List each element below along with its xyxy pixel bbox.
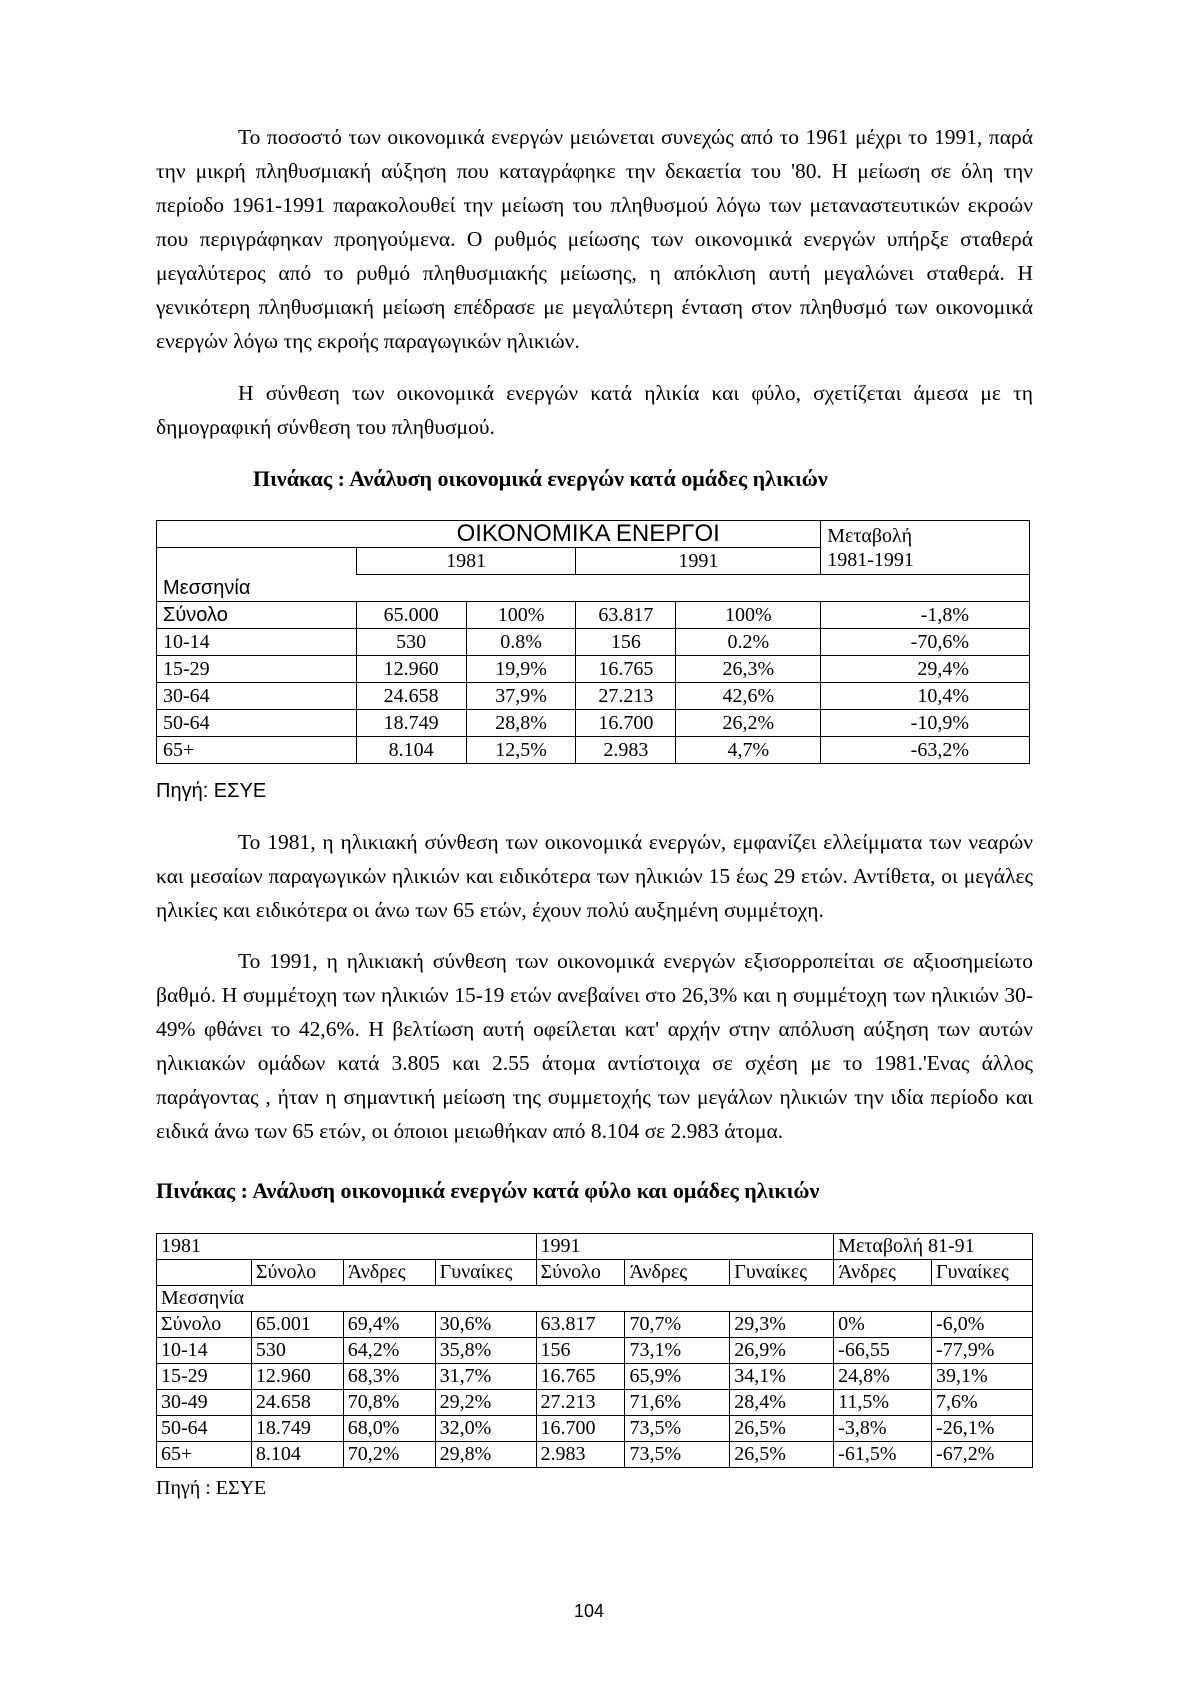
cell: 65,9%	[625, 1364, 730, 1390]
cell: 63.817	[536, 1312, 625, 1338]
cell: 70,8%	[343, 1390, 435, 1416]
row-label: 15-29	[157, 1364, 252, 1390]
cell: 16.765	[536, 1364, 625, 1390]
subheader: Σύνολο	[536, 1260, 625, 1286]
cell: 27.213	[536, 1390, 625, 1416]
cell: 71,6%	[625, 1390, 730, 1416]
cell: 0%	[834, 1312, 932, 1338]
cell: 31,7%	[435, 1364, 536, 1390]
table1-region: Μεσσηνία	[157, 575, 1030, 602]
cell: 28,8%	[466, 710, 576, 737]
cell: 11,5%	[834, 1390, 932, 1416]
cell: 100%	[466, 602, 576, 629]
subheader: Γυναίκες	[435, 1260, 536, 1286]
paragraph-composition: Η σύνθεση των οικονομικά ενεργών κατά ηλικία και φύλο, σχετίζεται άμεσα με τη δημογραφική σύνθεση του πληθυσμού.	[156, 381, 1033, 439]
cell: -10,9%	[821, 710, 1030, 737]
row-label: Σύνολο	[157, 1312, 252, 1338]
table-row	[157, 1416, 1033, 1442]
table2-region: Μεσσηνία	[157, 1286, 1033, 1312]
table2-change: Μεταβολή 81-91	[834, 1234, 1033, 1260]
cell: 0.8%	[466, 629, 576, 656]
cell: 73,1%	[625, 1338, 730, 1364]
table2-year-1981: 1981	[157, 1234, 537, 1260]
cell: 530	[251, 1338, 343, 1364]
cell: 63.817	[576, 602, 676, 629]
cell: 16.700	[576, 710, 676, 737]
cell: -3,8%	[834, 1416, 932, 1442]
table1-header-row	[157, 521, 1030, 548]
table-row	[157, 602, 1030, 629]
cell: 39,1%	[932, 1364, 1033, 1390]
table-row	[157, 1442, 1033, 1468]
cell: 70,7%	[625, 1312, 730, 1338]
cell: 27.213	[576, 683, 676, 710]
cell: 12.960	[251, 1364, 343, 1390]
cell: 12,5%	[466, 737, 576, 764]
paragraph-1981: Το 1981, η ηλικιακή σύνθεση των οικονομικά ενεργών, εμφανίζει ελλείμματα των νεαρών και μεσαίων παραγωγικών ηλικιών και ειδικότερα των ηλικιών 15 έως 29 ετών. Αντίθετα, οι μεγάλες ηλικίες και ειδικότερα οι άνω των 65 ετών, έχουν πολύ αυξημένη συμμέτοχη.	[156, 830, 1033, 922]
row-label: 65+	[157, 1442, 252, 1468]
cell: 29,4%	[821, 656, 1030, 683]
cell: 10,4%	[821, 683, 1030, 710]
cell: 26,5%	[730, 1416, 834, 1442]
cell: 32,0%	[435, 1416, 536, 1442]
cell: -6,0%	[932, 1312, 1033, 1338]
table-row	[157, 1338, 1033, 1364]
cell: 73,5%	[625, 1442, 730, 1468]
cell: -70,6%	[821, 629, 1030, 656]
cell: 68,3%	[343, 1364, 435, 1390]
table2-source: Πηγή : ΕΣΥΕ	[156, 1477, 267, 1499]
cell: 26,9%	[730, 1338, 834, 1364]
paragraph-1991: Το 1991, η ηλικιακή σύνθεση των οικονομικά ενεργών εξισορροπείται σε αξιοσημείωτο βαθμό. Η συμμέτοχη των ηλικιών 15-19 ετών ανεβαίνει στο 26,3% και η συμμέτοχη των ηλικιών 30-49% φθάνει το 42,6%. Η βελτίωση αυτή οφείλεται κατ' αρχήν στην απόλυση αύξηση των αυτών ηλικιακών ομάδων κατά 3.805 και 2.55 άτομα αντίστοιχα σε σχέση με το 1981.'Ενας άλλος παράγοντας , ήταν η σημαντική μείωση της συμμετοχής των μεγάλων ηλικιών την ιδία περίοδο και ειδικά άνω των 65 ετών, οι όποιοι μειωθήκαν από 8.104 σε 2.983 άτομα.	[156, 949, 1033, 1143]
row-label: 65+	[157, 737, 357, 764]
cell: 68,0%	[343, 1416, 435, 1442]
row-label: 30-49	[157, 1390, 252, 1416]
table1-header-change-years: 1981-1991	[827, 548, 914, 571]
row-label: Σύνολο	[157, 602, 357, 629]
cell: 64,2%	[343, 1338, 435, 1364]
table-row	[157, 710, 1030, 737]
table-row	[157, 656, 1030, 683]
row-label: 10-14	[157, 1338, 252, 1364]
cell: 18.749	[356, 710, 466, 737]
cell: 2.983	[576, 737, 676, 764]
cell: 18.749	[251, 1416, 343, 1442]
table-gender-age	[156, 1233, 1033, 1468]
cell: 4,7%	[676, 737, 821, 764]
row-label: 50-64	[157, 710, 357, 737]
cell: 35,8%	[435, 1338, 536, 1364]
cell: 65.001	[251, 1312, 343, 1338]
cell: 26,3%	[676, 656, 821, 683]
table1-year-1991: 1991	[576, 548, 821, 575]
cell: 8.104	[356, 737, 466, 764]
cell: 12.960	[356, 656, 466, 683]
cell: 28,4%	[730, 1390, 834, 1416]
paragraph-economic-decline: Το ποσοστό των οικονομικά ενεργών μειώνεται συνεχώς από το 1961 μέχρι το 1991, παρά την μικρή πληθυσμιακή αύξηση που καταγράφηκε την δεκαετία του '80. Η μείωση σε όλη την περίοδο 1961-1991 παρακολουθεί την μείωση του πληθυσμού λόγω των μεταναστευτικών εκροών που περιγράφηκαν προηγούμενα. Ο ρυθμός μείωσης των οικονομικά ενεργών υπήρξε σταθερά μεγαλύτερος από το ρυθμό πληθυσμιακής μείωσης, η απόκλιση αυτή μεγαλώνει σταθερά. Η γενικότερη πληθυσμιακή μείωση επέδρασε με μεγαλύτερη ένταση στον πληθυσμό των οικονομικά ενεργών λόγω της εκροής παραγωγικών ηλικιών.	[156, 125, 1033, 353]
cell: 26,2%	[676, 710, 821, 737]
subheader: Άνδρες	[625, 1260, 730, 1286]
cell: -63,2%	[821, 737, 1030, 764]
cell: -67,2%	[932, 1442, 1033, 1468]
cell: 70,2%	[343, 1442, 435, 1468]
cell: 19,9%	[466, 656, 576, 683]
table-row	[157, 737, 1030, 764]
cell: 37,9%	[466, 683, 576, 710]
row-label: 10-14	[157, 629, 357, 656]
table2-caption: Πινάκας : Ανάλυση οικονομικά ενεργών κατά φύλο και ομάδες ηλικιών	[156, 1178, 820, 1203]
table-row	[157, 1390, 1033, 1416]
table-row	[157, 683, 1030, 710]
cell: 16.700	[536, 1416, 625, 1442]
cell: 24,8%	[834, 1364, 932, 1390]
cell: 7,6%	[932, 1390, 1033, 1416]
cell: 8.104	[251, 1442, 343, 1468]
cell: 29,2%	[435, 1390, 536, 1416]
table1-header-change-label: Μεταβολή	[827, 524, 913, 547]
subheader: Σύνολο	[251, 1260, 343, 1286]
page-number: 104	[574, 1601, 605, 1621]
cell: 100%	[676, 602, 821, 629]
row-label: 50-64	[157, 1416, 252, 1442]
table-row	[157, 1364, 1033, 1390]
table2-year-row	[157, 1234, 1033, 1260]
table1-year-1981: 1981	[356, 548, 576, 575]
cell: 156	[576, 629, 676, 656]
cell: 16.765	[576, 656, 676, 683]
cell: 65.000	[356, 602, 466, 629]
cell: 530	[356, 629, 466, 656]
cell: -26,1%	[932, 1416, 1033, 1442]
table1-header-main: ΟΙΚΟΝΟΜΙΚΑ ΕΝΕΡΓΟΙ	[356, 521, 821, 548]
table-age-groups	[156, 520, 1030, 764]
table1-region-row	[157, 575, 1030, 602]
table-row	[157, 1312, 1033, 1338]
cell: 30,6%	[435, 1312, 536, 1338]
cell: -1,8%	[821, 602, 1030, 629]
cell: 69,4%	[343, 1312, 435, 1338]
cell: 24.658	[356, 683, 466, 710]
cell: 24.658	[251, 1390, 343, 1416]
subheader: Γυναίκες	[932, 1260, 1033, 1286]
cell: 26,5%	[730, 1442, 834, 1468]
row-label: 30-64	[157, 683, 357, 710]
table-row	[157, 629, 1030, 656]
subheader: Άνδρες	[343, 1260, 435, 1286]
cell: 42,6%	[676, 683, 821, 710]
table2-year-1991: 1991	[536, 1234, 834, 1260]
cell: 2.983	[536, 1442, 625, 1468]
cell: 73,5%	[625, 1416, 730, 1442]
row-label: 15-29	[157, 656, 357, 683]
cell: 156	[536, 1338, 625, 1364]
cell: -66,55	[834, 1338, 932, 1364]
cell: 0.2%	[676, 629, 821, 656]
table1-header-change	[821, 521, 1030, 575]
cell: -77,9%	[932, 1338, 1033, 1364]
cell: 34,1%	[730, 1364, 834, 1390]
cell: -61,5%	[834, 1442, 932, 1468]
table2-subheader-row	[157, 1260, 1033, 1286]
table1-caption: Πινάκας : Ανάλυση οικονομικά ενεργών κατά ομάδες ηλικιών	[253, 466, 828, 491]
cell: 29,3%	[730, 1312, 834, 1338]
subheader: Άνδρες	[834, 1260, 932, 1286]
subheader: Γυναίκες	[730, 1260, 834, 1286]
cell: 29,8%	[435, 1442, 536, 1468]
table1-source: Πηγή: ΕΣΥΕ	[156, 780, 267, 802]
table2-region-row	[157, 1286, 1033, 1312]
